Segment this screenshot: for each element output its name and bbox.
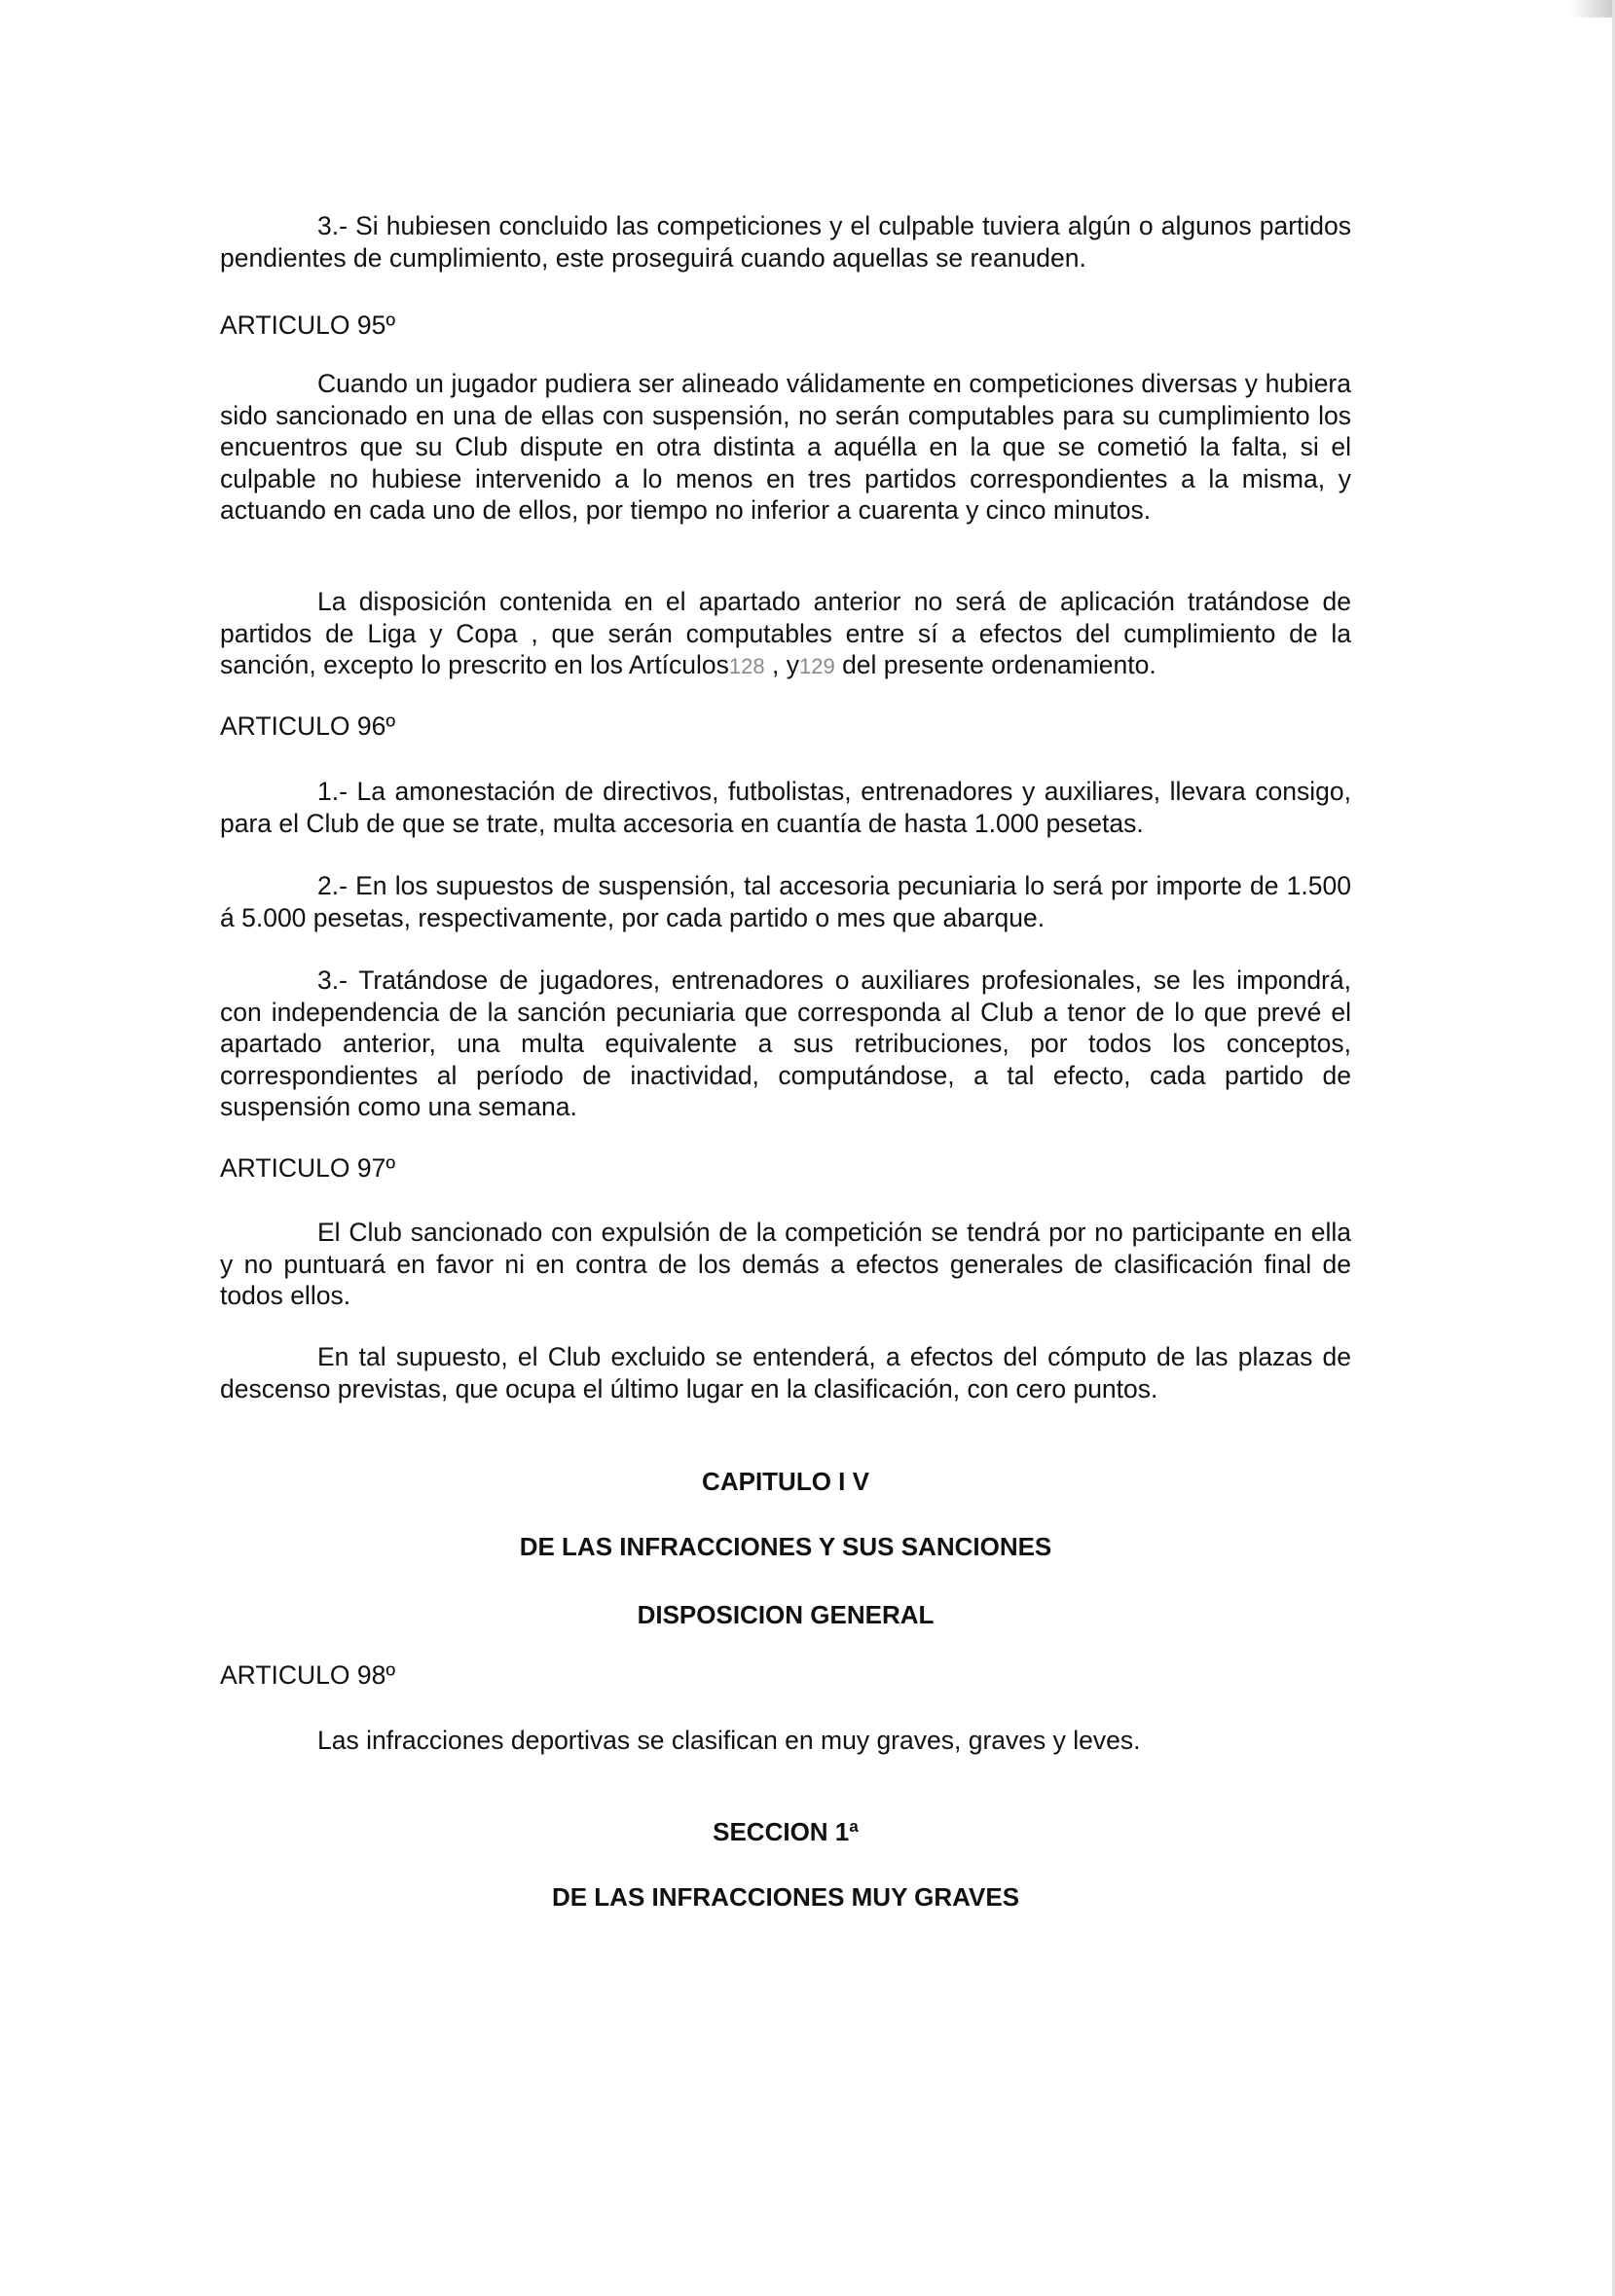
- paragraph-art95-2-text-c: del presente ordenamiento.: [834, 650, 1156, 679]
- paragraph-art97-1: El Club sancionado con expulsión de la competición se tendrá por no participante en ella y no puntuará en favor ni en contra de los demás a efectos generales de clasificación final de todos ellos.: [220, 1218, 1351, 1310]
- chapter-4-title: DE LAS INFRACCIONES Y SUS SANCIONES: [519, 1532, 1052, 1561]
- article-96-heading: ARTICULO 96º: [220, 711, 396, 741]
- paragraph-art95-2: [220, 586, 1351, 683]
- section-1-title: DE LAS INFRACCIONES MUY GRAVES: [551, 1882, 1020, 1912]
- paragraph-art96-2: 2.- En los supuestos de suspensión, tal accesoria pecuniaria lo será por importe de 1.500 á 5.000 pesetas, respectivamente, por cada partido o mes que abarque.: [220, 871, 1351, 932]
- article-98-heading: ARTICULO 98º: [220, 1660, 396, 1690]
- chapter-4-heading: CAPITULO I V: [702, 1467, 869, 1496]
- paragraph-art95-2-text-b: , y: [764, 650, 799, 679]
- article-97-heading: ARTICULO 97º: [220, 1153, 396, 1183]
- paragraph-art95-2-text-a: La disposición contenida en el apartado anterior no será de aplicación tratándose de partidos de Liga y Copa , que serán computables entre sí a efectos del cumplimiento de la sanción, excepto lo prescrito en los Artículos: [220, 587, 1351, 679]
- general-provision-heading: DISPOSICION GENERAL: [637, 1600, 935, 1629]
- paragraph-art94-3: 3.- Si hubiesen concluido las competiciones y el culpable tuviera algún o algunos partidos pendientes de cumplimiento, este proseguirá cuando aquellas se reanuden.: [220, 211, 1351, 273]
- article-ref-128: 128: [728, 654, 765, 678]
- article-95-heading: ARTICULO 95º: [220, 310, 396, 340]
- paragraph-art96-3: 3.- Tratándose de jugadores, entrenadores o auxiliares profesionales, se les impondrá, con independencia de la sanción pecuniaria que corresponda al Club a tenor de lo que prevé el apartado anterior, una multa equivalente a sus retribuciones, por todos los conceptos, correspondientes al período de inactividad, computándose, a tal efecto, cada partido de suspensión como una semana.: [220, 966, 1351, 1121]
- paragraph-art98-1: Las infracciones deportivas se clasifican en muy graves, graves y leves.: [317, 1726, 1141, 1755]
- paragraph-art97-2: En tal supuesto, el Club excluido se entenderá, a efectos del cómputo de las plazas de descenso previstas, que ocupa el último lugar en la clasificación, con cero puntos.: [220, 1342, 1351, 1403]
- paragraph-art95-1: Cuando un jugador pudiera ser alineado válidamente en competiciones diversas y hubiera sido sancionado en una de ellas con suspensión, no serán computables para su cumplimiento los encuentros que su Club dispute en otra distinta a aquélla en la que se cometió la falta, si el culpable no hubiese intervenido a lo menos en tres partidos correspondientes a la misma, y actuando en cada uno de ellos, por tiempo no inferior a cuarenta y cinco minutos.: [220, 369, 1351, 525]
- scan-corner-shadow: [1570, 0, 1615, 18]
- section-1-heading: SECCION 1ª: [713, 1817, 859, 1846]
- paragraph-art96-1: 1.- La amonestación de directivos, futbolistas, entrenadores y auxiliares, llevara consigo, para el Club de que se trate, multa accesoria en cuantía de hasta 1.000 pesetas.: [220, 777, 1351, 838]
- article-ref-129: 129: [798, 654, 835, 678]
